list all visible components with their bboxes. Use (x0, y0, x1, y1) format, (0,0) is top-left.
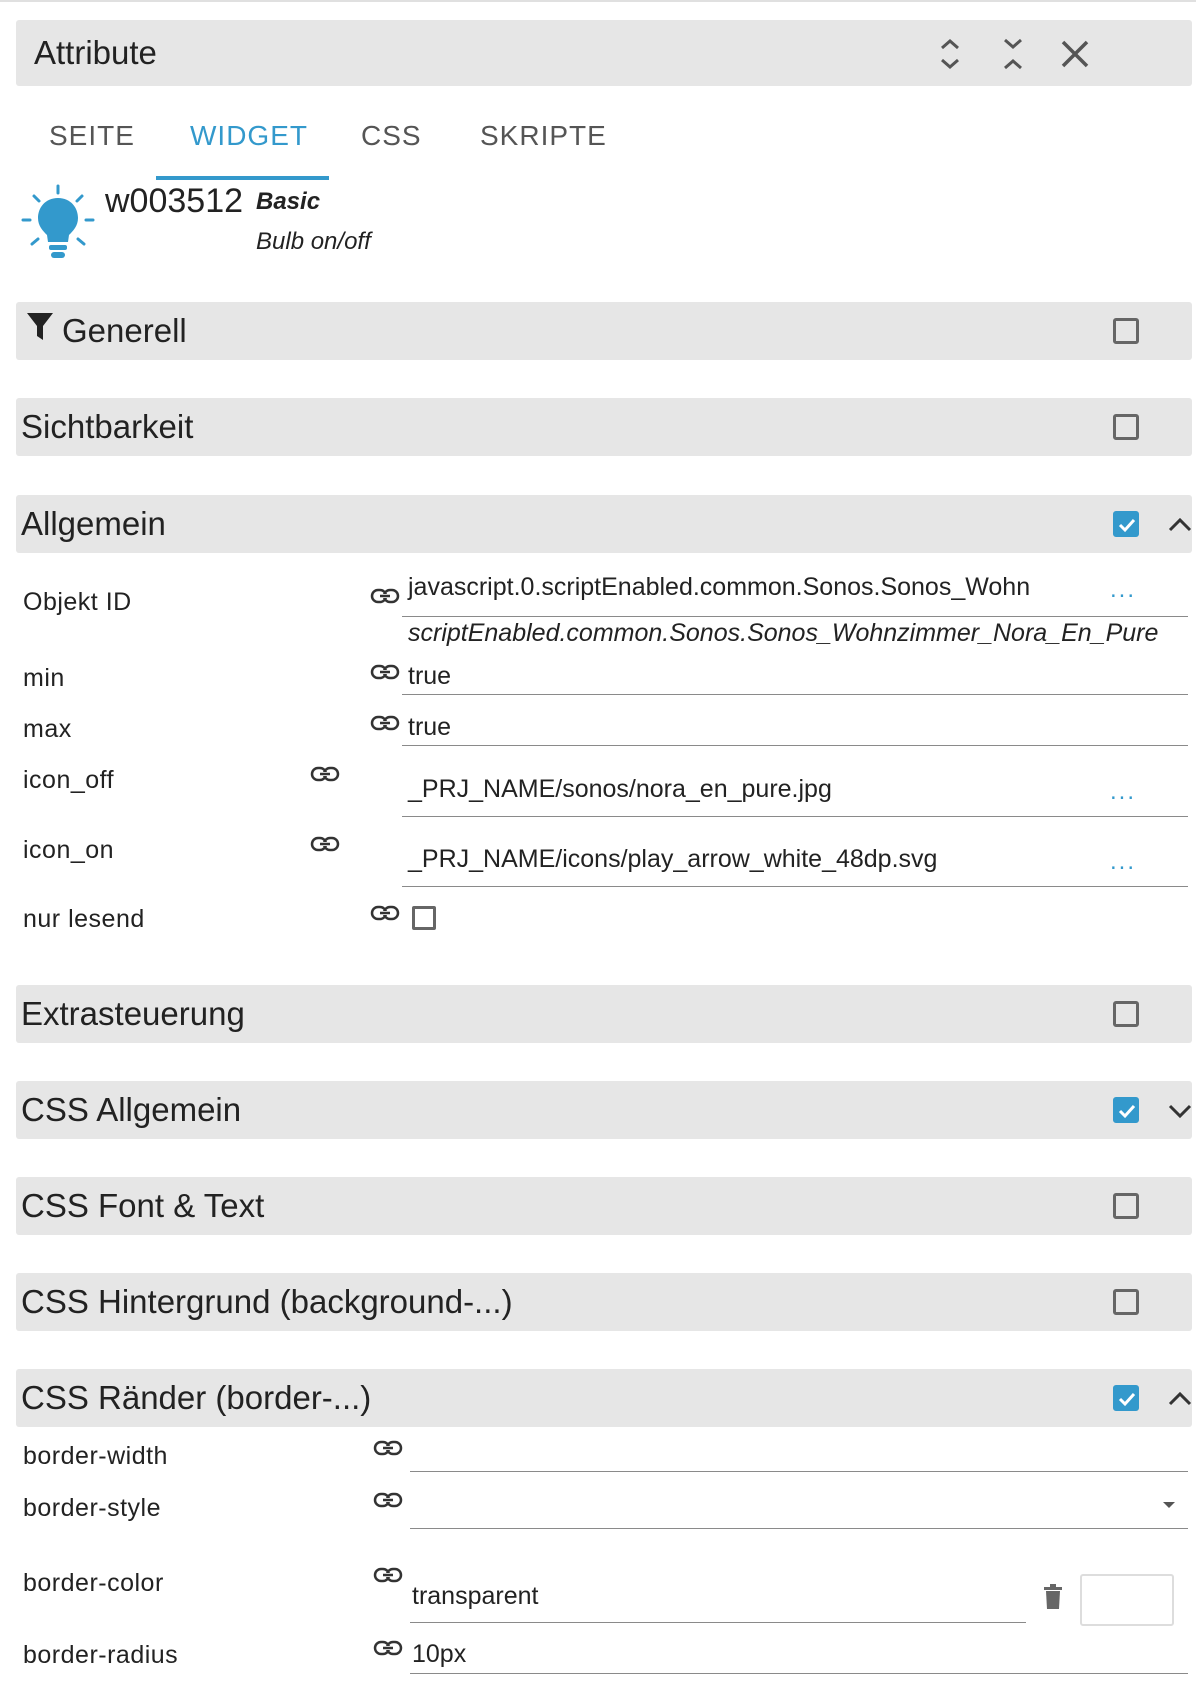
active-tab-indicator (156, 176, 329, 180)
input-underline (402, 816, 1188, 817)
input-underline (410, 1471, 1188, 1472)
section-title: Sichtbarkeit (21, 408, 194, 445)
section-checkbox[interactable] (1113, 318, 1139, 344)
chevron-up-icon[interactable] (1165, 1384, 1195, 1414)
title-bar (16, 20, 1192, 86)
section-title: Extrasteuerung (21, 995, 245, 1032)
filter-icon (26, 311, 54, 343)
input-underline (410, 1673, 1188, 1674)
section-title: CSS Hintergrund (background-...) (21, 1283, 513, 1320)
icon-off-input[interactable]: _PRJ_NAME/sonos/nora_en_pure.jpg (408, 775, 832, 803)
field-label: Objekt ID (23, 588, 132, 616)
section-title: Allgemein (21, 505, 166, 542)
field-label: max (23, 715, 72, 743)
widget-name: Bulb on/off (256, 228, 371, 255)
link-icon[interactable] (370, 587, 400, 605)
field-label: icon_off (23, 766, 115, 794)
link-icon[interactable] (370, 904, 400, 922)
section-checkbox[interactable] (1113, 1001, 1139, 1027)
section-css-raender[interactable] (16, 1369, 1192, 1427)
input-underline (402, 694, 1188, 695)
field-label: min (23, 664, 65, 692)
section-title: CSS Font & Text (21, 1187, 265, 1224)
input-underline (402, 886, 1188, 887)
section-css-hintergrund[interactable] (16, 1273, 1192, 1331)
section-checkbox[interactable] (1113, 414, 1139, 440)
tab-widget[interactable]: WIDGET (190, 120, 308, 151)
select-image-button[interactable]: ... (1110, 848, 1137, 875)
field-label: icon_on (23, 836, 115, 864)
color-swatch[interactable] (1080, 1574, 1174, 1626)
link-icon[interactable] (310, 835, 340, 853)
tab-css[interactable]: CSS (361, 120, 422, 151)
check-icon (1117, 1389, 1137, 1409)
field-label: border-width (23, 1442, 168, 1470)
chevron-up-icon[interactable] (1165, 510, 1195, 540)
link-icon[interactable] (373, 1491, 403, 1509)
section-checkbox[interactable] (1113, 1193, 1139, 1219)
link-icon[interactable] (370, 663, 400, 681)
icon-on-input[interactable]: _PRJ_NAME/icons/play_arrow_white_48dp.svg (408, 845, 938, 873)
section-checkbox[interactable] (1113, 1289, 1139, 1315)
field-label: border-radius (23, 1641, 179, 1669)
link-icon[interactable] (373, 1639, 403, 1657)
panel-title: Attribute (34, 34, 157, 71)
section-generell[interactable] (16, 302, 1192, 360)
chevron-down-icon[interactable] (1165, 1096, 1195, 1126)
section-sichtbarkeit[interactable] (16, 398, 1192, 456)
input-underline (402, 745, 1188, 746)
section-title: CSS Allgemein (21, 1091, 242, 1128)
input-underline (410, 1528, 1188, 1529)
field-label: border-style (23, 1494, 161, 1522)
check-icon (1117, 515, 1137, 535)
section-title: Generell (62, 312, 187, 349)
section-checkbox[interactable] (1113, 1097, 1139, 1123)
input-underline (402, 616, 1188, 617)
max-input[interactable]: true (408, 713, 452, 741)
border-color-input[interactable]: transparent (412, 1582, 539, 1610)
select-image-button[interactable]: ... (1110, 778, 1137, 805)
widget-id: w003512 (105, 182, 244, 220)
section-allgemein[interactable] (16, 495, 1192, 553)
section-checkbox[interactable] (1113, 511, 1139, 537)
section-title: CSS Ränder (border-...) (21, 1379, 372, 1416)
lightbulb-icon (20, 184, 96, 262)
objekt-id-input[interactable]: javascript.0.scriptEnabled.common.Sonos.Sonos_Wohn (408, 573, 1031, 601)
nur-lesend-checkbox[interactable] (412, 906, 436, 930)
tab-seite[interactable]: SEITE (49, 120, 135, 151)
link-icon[interactable] (310, 765, 340, 783)
field-label: nur lesend (23, 905, 145, 933)
section-css-allgemein[interactable] (16, 1081, 1192, 1139)
border-radius-input[interactable]: 10px (412, 1640, 467, 1668)
collapse-all-icon[interactable] (995, 36, 1031, 72)
link-icon[interactable] (370, 714, 400, 732)
check-icon (1117, 1101, 1137, 1121)
select-object-button[interactable]: ... (1110, 576, 1137, 603)
field-label: border-color (23, 1569, 164, 1597)
link-icon[interactable] (373, 1439, 403, 1457)
trash-icon[interactable] (1043, 1584, 1063, 1610)
tab-skripte[interactable]: SKRIPTE (480, 120, 607, 151)
min-input[interactable]: true (408, 662, 452, 690)
link-icon[interactable] (373, 1566, 403, 1584)
expand-all-icon[interactable] (932, 36, 968, 72)
dropdown-arrow-icon[interactable] (1161, 1500, 1177, 1510)
section-checkbox[interactable] (1113, 1385, 1139, 1411)
section-css-font-text[interactable] (16, 1177, 1192, 1235)
input-underline (410, 1622, 1026, 1623)
widget-set: Basic (256, 188, 321, 215)
section-extrasteuerung[interactable] (16, 985, 1192, 1043)
objekt-id-hint: scriptEnabled.common.Sonos.Sonos_Wohnzimmer_Nora_En_Pure (408, 619, 1159, 647)
close-icon[interactable] (1057, 36, 1093, 72)
